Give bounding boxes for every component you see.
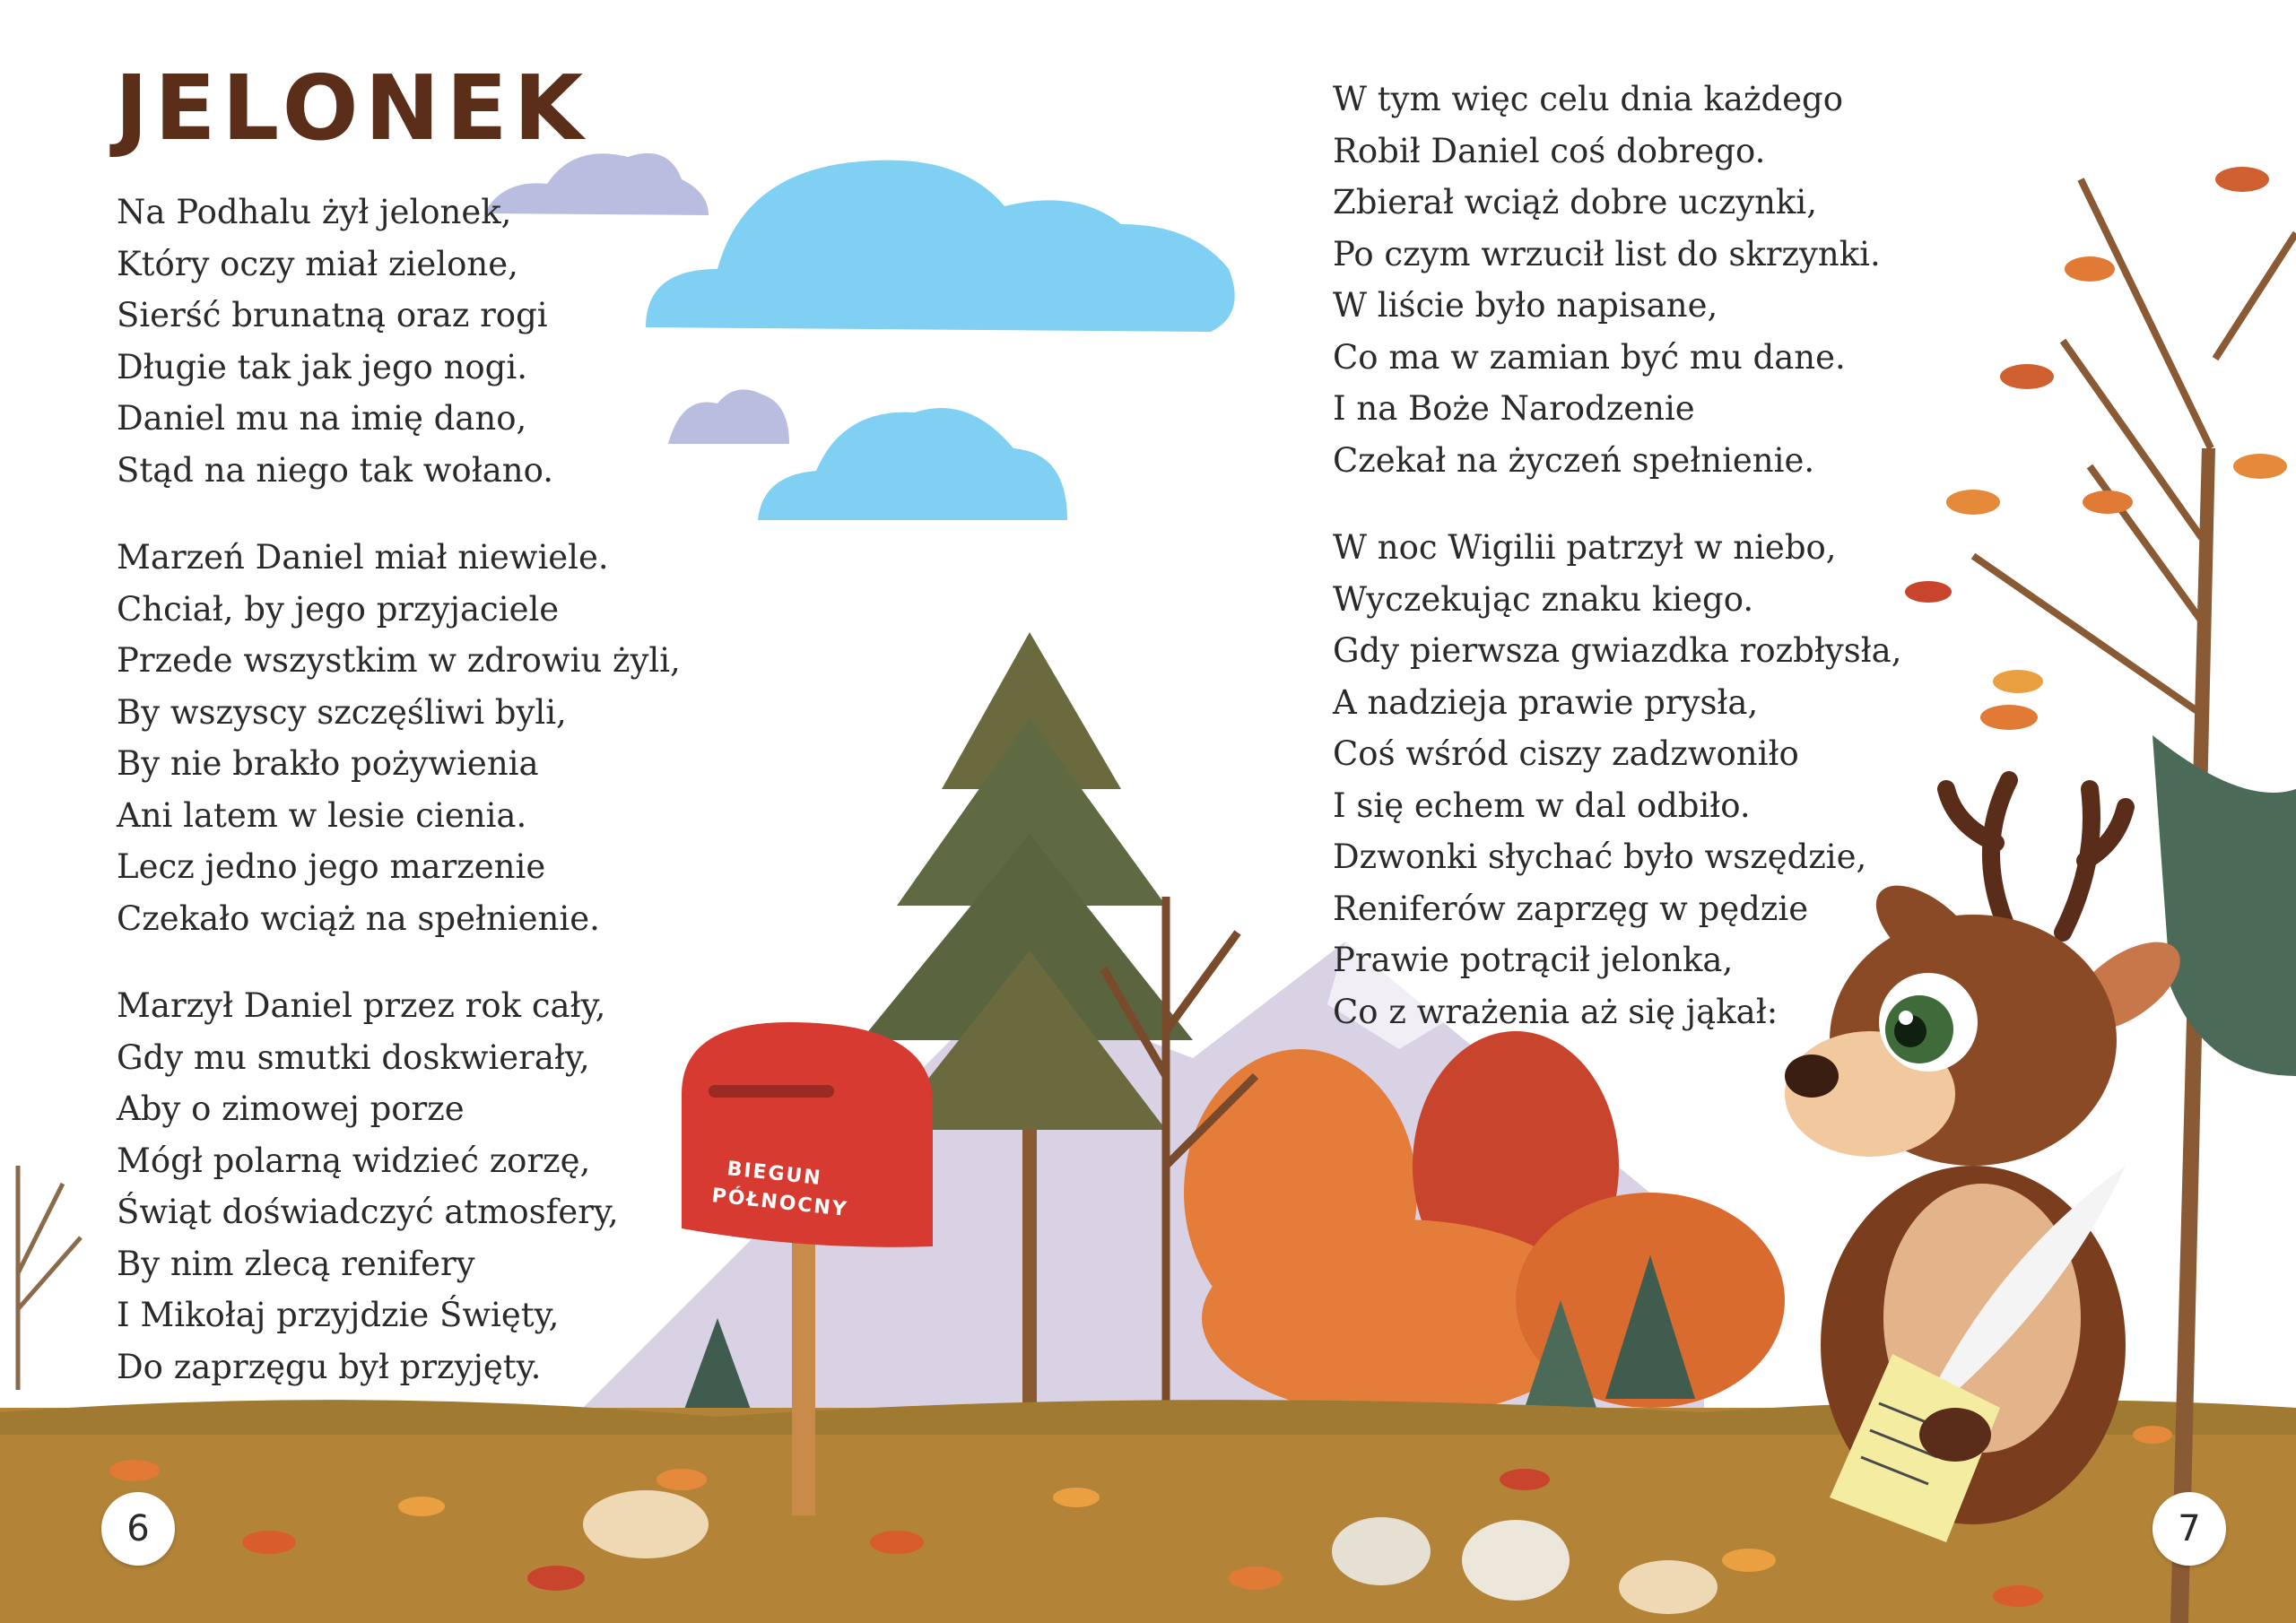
poem-line: W liście było napisane, — [1333, 286, 1718, 325]
poem-line: A nadzieja prawie prysła, — [1333, 682, 1759, 722]
tree-icon — [18, 1166, 81, 1390]
poem-line: Czekało wciąż na spełnienie. — [117, 898, 600, 938]
poem-right-column — [1333, 74, 1961, 1073]
poem-line: Prawie potrącił jelonka, — [1333, 941, 1734, 979]
poem-line: Ani latem w lesie cienia. — [117, 795, 527, 835]
poem-line: Co ma w zamian być mu dane. — [1333, 337, 1846, 377]
stanza — [117, 532, 681, 944]
poem-line: I Mikołaj przyjdzie Święty, — [117, 1296, 560, 1334]
poem-line: I się echem w dal odbiło. — [1333, 785, 1751, 825]
leaf-icon — [1905, 167, 2287, 730]
poem-line: Co z wrażenia aż się jąkał: — [1333, 992, 1779, 1031]
poem-line: Dzwonki słychać było wszędzie, — [1333, 838, 1867, 876]
poem-line: Na Podhalu żył jelonek, — [117, 193, 512, 231]
poem-line: Długie tak jak jego nogi. — [117, 347, 527, 386]
cloud-icon — [646, 161, 1235, 332]
poem-line: By wszyscy szczęśliwi byli, — [117, 692, 567, 732]
poem-line: W tym więc celu dnia każdego — [1333, 80, 1844, 118]
page-number-left: 6 — [101, 1492, 175, 1566]
cloud-icon — [758, 408, 1067, 520]
page-title: JELONEK — [115, 56, 590, 161]
poem-line: Przede wszystkim w zdrowiu żyli, — [117, 641, 681, 680]
poem-line: Daniel mu na imię dano, — [117, 399, 527, 438]
poem-line: Zbierał wciąż dobre uczynki, — [1333, 183, 1817, 221]
poem-line: Świąt doświadczyć atmosfery, — [117, 1193, 619, 1231]
page-number-right: 7 — [2152, 1492, 2226, 1566]
poem-line: Mógł polarną widzieć zorzę, — [117, 1141, 591, 1180]
poem-line: Gdy pierwsza gwiazdka rozbłysła, — [1333, 631, 1902, 670]
poem-line: Marzeń Daniel miał niewiele. — [117, 538, 609, 577]
stanza — [1333, 74, 1961, 486]
poem-line: Sierść brunatną oraz rogi — [117, 296, 548, 334]
poem-line: Lecz jedno jego marzenie — [117, 847, 546, 886]
poem-line: Do zaprzęgu był przyjęty. — [117, 1347, 542, 1386]
poem-left-column — [117, 187, 681, 1428]
mailbox-label-line2: PÓŁNOCNY — [710, 1185, 849, 1221]
poem-line: By nie brakło pożywienia — [117, 744, 539, 783]
poem-line: Wyczekując znaku kiego. — [1333, 579, 1754, 619]
poem-line: Czekał na życzeń spełnienie. — [1333, 440, 1815, 480]
mailbox-label-line1: BIEGUN — [726, 1158, 823, 1191]
poem-line: Robił Daniel coś dobrego. — [1333, 131, 1766, 170]
poem-line: Marzył Daniel przez rok cały, — [117, 986, 606, 1025]
cloud-icon — [668, 389, 789, 444]
stanza — [1333, 522, 1961, 1037]
poem-line: Reniferów zaprzęg w pędzie — [1333, 889, 1809, 928]
poem-line: Coś wśród ciszy zadzwoniło — [1333, 734, 1799, 773]
poem-line: By nim zlecą renifery — [117, 1244, 475, 1283]
poem-line: Po czym wrzucił list do skrzynki. — [1333, 234, 1881, 273]
poem-line: Stąd na niego tak wołano. — [117, 450, 553, 490]
poem-line: Który oczy miał zielone, — [117, 244, 518, 283]
poem-line: Gdy mu smutki doskwierały, — [117, 1037, 590, 1077]
poem-line: Chciał, by jego przyjaciele — [117, 589, 560, 629]
poem-line: I na Boże Narodzenie — [1333, 389, 1695, 428]
stanza — [117, 980, 655, 1393]
poem-line: Aby o zimowej porze — [117, 1089, 465, 1128]
poem-line: W noc Wigilii patrzył w niebo, — [1333, 528, 1837, 567]
stanza — [117, 187, 655, 496]
